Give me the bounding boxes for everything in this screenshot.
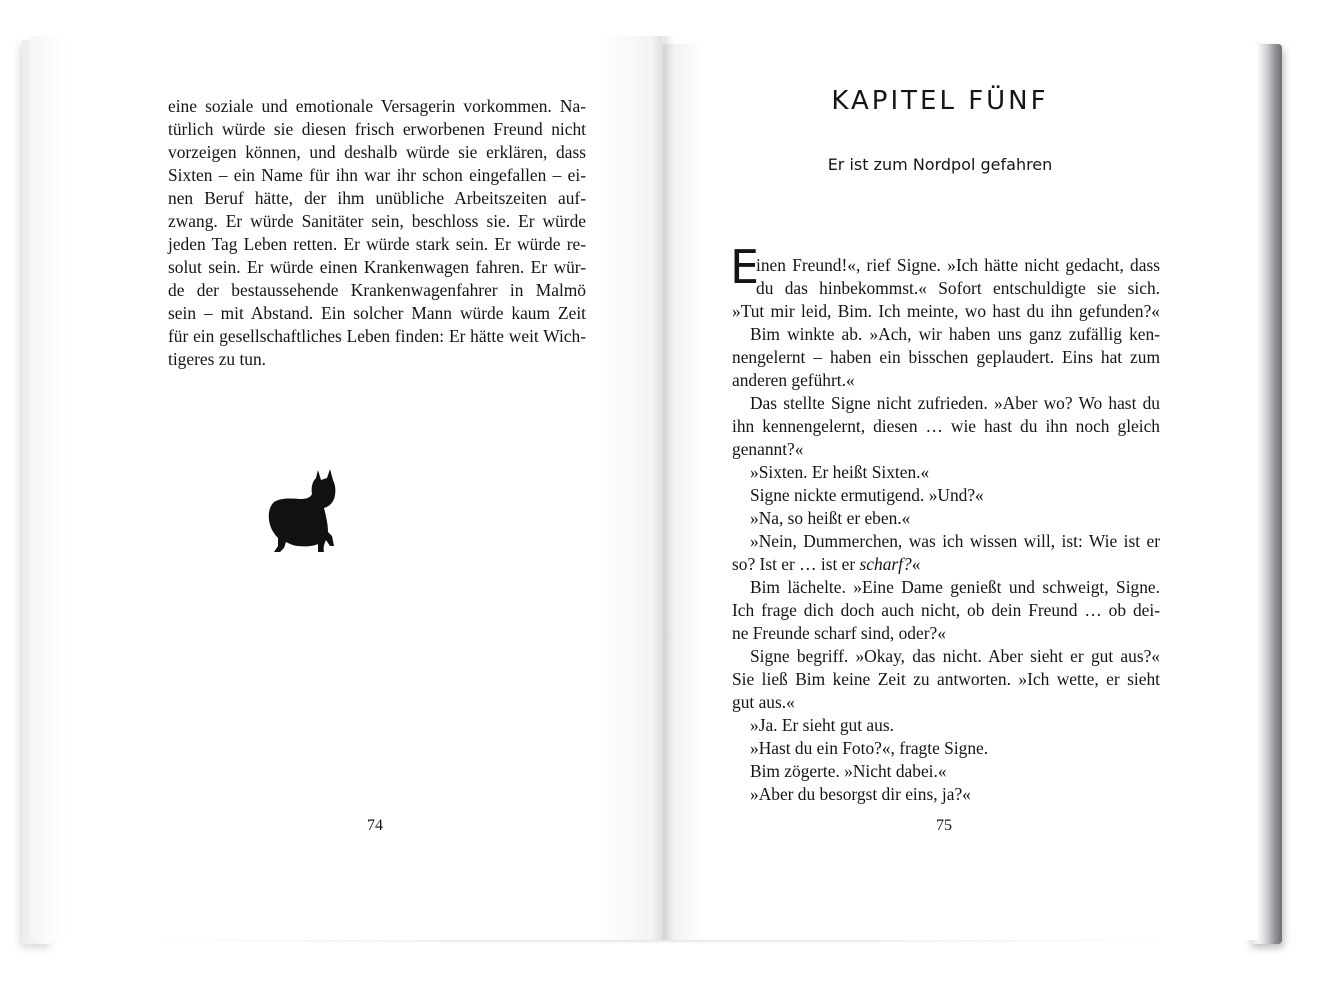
text-fragment: so? Ist er … ist er <box>732 554 860 574</box>
text-line: genannt?« <box>732 439 804 459</box>
text-line: »Tut mir leid, Bim. Ich meinte, wo hast du ihn gefunden?« <box>732 301 1160 321</box>
text-line: Sie ließ Bim keine Zeit zu antworten. »Ich wette, er sieht <box>732 669 1160 689</box>
text-line: »Hast du ein Foto?«, fragte Signe. <box>750 738 989 758</box>
text-line: zwang. Er würde Sanitäter sein, beschloss sie. Er würde <box>168 211 586 231</box>
text-line: nengelernt – haben ein bisschen geplaudert. Eins hat zum <box>732 347 1160 367</box>
text-line: ihn kennengelernt, diesen … wie hast du ihn noch gleich <box>732 416 1160 436</box>
french-bulldog-silhouette-icon <box>266 466 342 556</box>
text-line: ne Freunde scharf sind, oder?« <box>732 623 946 643</box>
text-line: Bim zögerte. »Nicht dabei.« <box>750 761 947 781</box>
text-line: Bim lächelte. »Eine Dame genießt und schweigt, Signe. <box>750 577 1160 597</box>
text-line: gut aus.« <box>732 692 795 712</box>
text-line: »Na, so heißt er eben.« <box>750 508 911 528</box>
text-line: vorzeigen können, und deshalb würde sie erklären, dass <box>168 142 586 162</box>
italic-word: scharf? <box>859 554 912 574</box>
text-line: Signe nickte ermutigend. »Und?« <box>750 485 984 505</box>
text-line: anderen geführt.« <box>732 370 855 390</box>
chapter-subtitle: Er ist zum Nordpol gefahren <box>827 155 1053 174</box>
text-line: »Aber du besorgst dir eins, ja?« <box>750 784 971 804</box>
text-line: türlich würde sie diesen frisch erworbenen Freund nicht <box>168 119 586 139</box>
text-line: »Ja. Er sieht gut aus. <box>750 715 894 735</box>
text-line: solut sein. Er würde einen Krankenwagen fahren. Er wür- <box>168 257 586 277</box>
text-fragment: « <box>911 554 921 574</box>
text-line: »Nein, Dummerchen, was ich wissen will, ist: Wie ist er <box>750 531 1160 551</box>
text-line <box>732 553 920 576</box>
text-line: Ich frage dich doch auch nicht, ob dein Freund … ob dei- <box>732 600 1160 620</box>
text-line: sein – mit Abstand. Ein solcher Mann würde kaum Zeit <box>168 303 586 323</box>
drop-cap: E <box>730 240 760 294</box>
text-line: eine soziale und emotionale Versagerin vorkommen. Na- <box>168 96 586 116</box>
text-line: Das stellte Signe nicht zufrieden. »Aber wo? Wo hast du <box>750 393 1160 413</box>
text-line: Sixten – ein Name für ihn war ihr schon eingefallen – ei- <box>168 165 586 185</box>
text-line: für ein gesellschaftliches Leben finden: Er hätte weit Wich- <box>168 326 586 346</box>
text-line: de der bestaussehende Krankenwagenfahrer in Malmö <box>168 280 586 300</box>
text-line: tigeres zu tun. <box>168 349 267 369</box>
text-line: Signe begriff. »Okay, das nicht. Aber sieht er gut aus?« <box>750 646 1160 666</box>
text-line: du das hinbekommst.« Sofort entschuldigte sie sich. <box>756 278 1160 298</box>
text-line: nen Beruf hätte, der ihm unübliche Arbeitszeiten auf- <box>168 188 586 208</box>
text-line: Bim winkte ab. »Ach, wir haben uns ganz zufällig ken- <box>750 324 1160 344</box>
text-line: jeden Tag Leben retten. Er würde stark sein. Er würde re- <box>168 234 586 254</box>
page-number-right: 75 <box>936 817 952 834</box>
text-line: inen Freund!«, rief Signe. »Ich hätte nicht gedacht, dass <box>756 255 1160 275</box>
chapter-title: KAPITEL FÜNF <box>831 86 1049 116</box>
page-number-left: 74 <box>367 817 383 834</box>
text-line: »Sixten. Er heißt Sixten.« <box>750 462 930 482</box>
